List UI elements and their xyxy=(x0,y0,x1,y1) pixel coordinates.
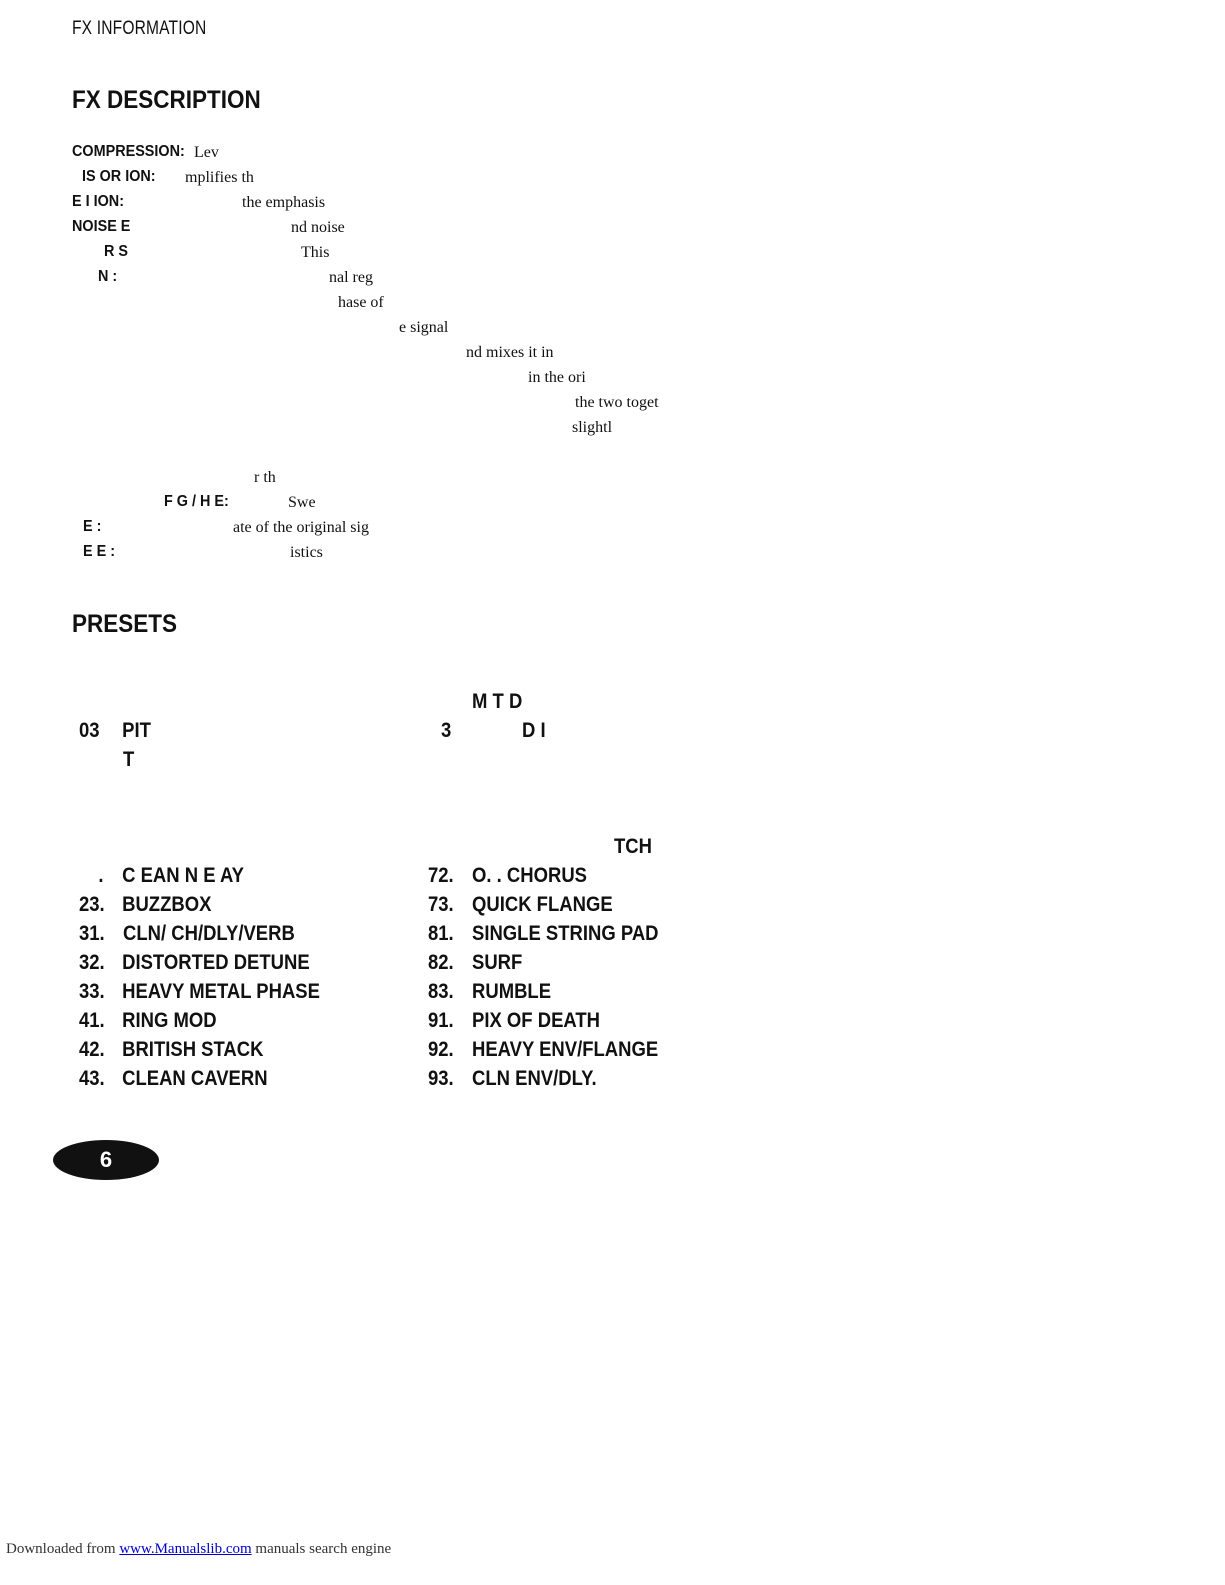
fx-term: E : xyxy=(83,518,102,535)
presets-title: PRESETS xyxy=(72,610,178,638)
preset-name: BUZZBOX xyxy=(122,893,212,916)
fx-text: Lev xyxy=(194,144,219,161)
preset-number: 81. xyxy=(428,922,454,945)
fx-term: COMPRESSION: xyxy=(72,143,185,160)
fx-text: ate of the original sig xyxy=(233,519,369,536)
fx-term: R S xyxy=(104,243,129,260)
preset-number: 82. xyxy=(428,951,454,974)
preset-name: DISTORTED DETUNE xyxy=(122,951,310,974)
preset-number: 23. xyxy=(79,893,105,916)
fx-text: nal reg xyxy=(329,269,373,286)
preset-name: SURF xyxy=(472,951,523,974)
fx-term: F G / H E: xyxy=(164,493,229,510)
fx-description-title: FX DESCRIPTION xyxy=(72,86,261,114)
preset-number: . xyxy=(98,864,104,887)
fx-text: in the ori xyxy=(528,369,586,386)
preset-number: 32. xyxy=(79,951,105,974)
preset-number: 91. xyxy=(428,1009,454,1032)
fx-text: e signal xyxy=(399,319,449,336)
fx-text: mplifies th xyxy=(185,169,254,186)
fx-text: istics xyxy=(290,544,323,561)
fx-term: N : xyxy=(98,268,118,285)
preset-name: SINGLE STRING PAD xyxy=(472,922,659,945)
preset-name: HEAVY METAL PHASE xyxy=(122,980,320,1003)
preset-name: RUMBLE xyxy=(472,980,552,1003)
preset-name: PIX OF DEATH xyxy=(472,1009,600,1032)
preset-number: 33. xyxy=(79,980,105,1003)
fx-term: E I ION: xyxy=(72,193,125,210)
fx-text: r th xyxy=(254,469,276,486)
preset-number: 43. xyxy=(79,1067,105,1090)
preset-number: 93. xyxy=(428,1067,454,1090)
preset-number: 3 xyxy=(441,719,452,742)
preset-number: 73. xyxy=(428,893,454,916)
section-header: FX INFORMATION xyxy=(72,18,207,39)
fx-term: IS OR ION: xyxy=(82,168,156,185)
fx-text: nd noise xyxy=(291,219,345,236)
fx-term: E E : xyxy=(83,543,116,560)
preset-name: CLN/ CH/DLY/VERB xyxy=(123,922,295,945)
preset-name: RING MOD xyxy=(122,1009,217,1032)
fx-text: This xyxy=(301,244,330,261)
preset-bank-heading: M T D xyxy=(472,690,523,713)
fx-text: the two toget xyxy=(575,394,659,411)
preset-number: 41. xyxy=(79,1009,105,1032)
fx-text: hase of xyxy=(338,294,384,311)
preset-number: 72. xyxy=(428,864,454,887)
preset-name: C EAN N E AY xyxy=(122,864,244,887)
preset-number: 31. xyxy=(79,922,105,945)
preset-name: PIT xyxy=(122,719,151,742)
preset-number: 42. xyxy=(79,1038,105,1061)
preset-name: BRITISH STACK xyxy=(122,1038,264,1061)
preset-number: 83. xyxy=(428,980,454,1003)
preset-name: O. . CHORUS xyxy=(472,864,588,887)
preset-name-continued: T xyxy=(123,748,135,771)
footer-suffix: manuals search engine xyxy=(255,1541,392,1557)
preset-name: HEAVY ENV/FLANGE xyxy=(472,1038,659,1061)
fx-text: nd mixes it in xyxy=(466,344,554,361)
preset-bank-heading: TCH xyxy=(614,835,652,858)
preset-number: 03 xyxy=(79,719,100,742)
preset-name: D I xyxy=(521,719,546,742)
fx-text: slightl xyxy=(572,419,613,436)
fx-text: the emphasis xyxy=(242,194,326,211)
fx-term: NOISE E xyxy=(72,218,131,235)
preset-number: 92. xyxy=(428,1038,454,1061)
footer-prefix: Downloaded from xyxy=(6,1541,116,1557)
page-number-badge: 6 xyxy=(53,1140,159,1180)
preset-name: CLEAN CAVERN xyxy=(122,1067,268,1090)
preset-name: CLN ENV/DLY. xyxy=(472,1067,597,1090)
fx-text: Swe xyxy=(288,494,316,511)
manualslib-link[interactable]: www.Manualslib.com xyxy=(119,1541,252,1557)
download-footer xyxy=(6,1541,391,1558)
preset-name: QUICK FLANGE xyxy=(472,893,613,916)
